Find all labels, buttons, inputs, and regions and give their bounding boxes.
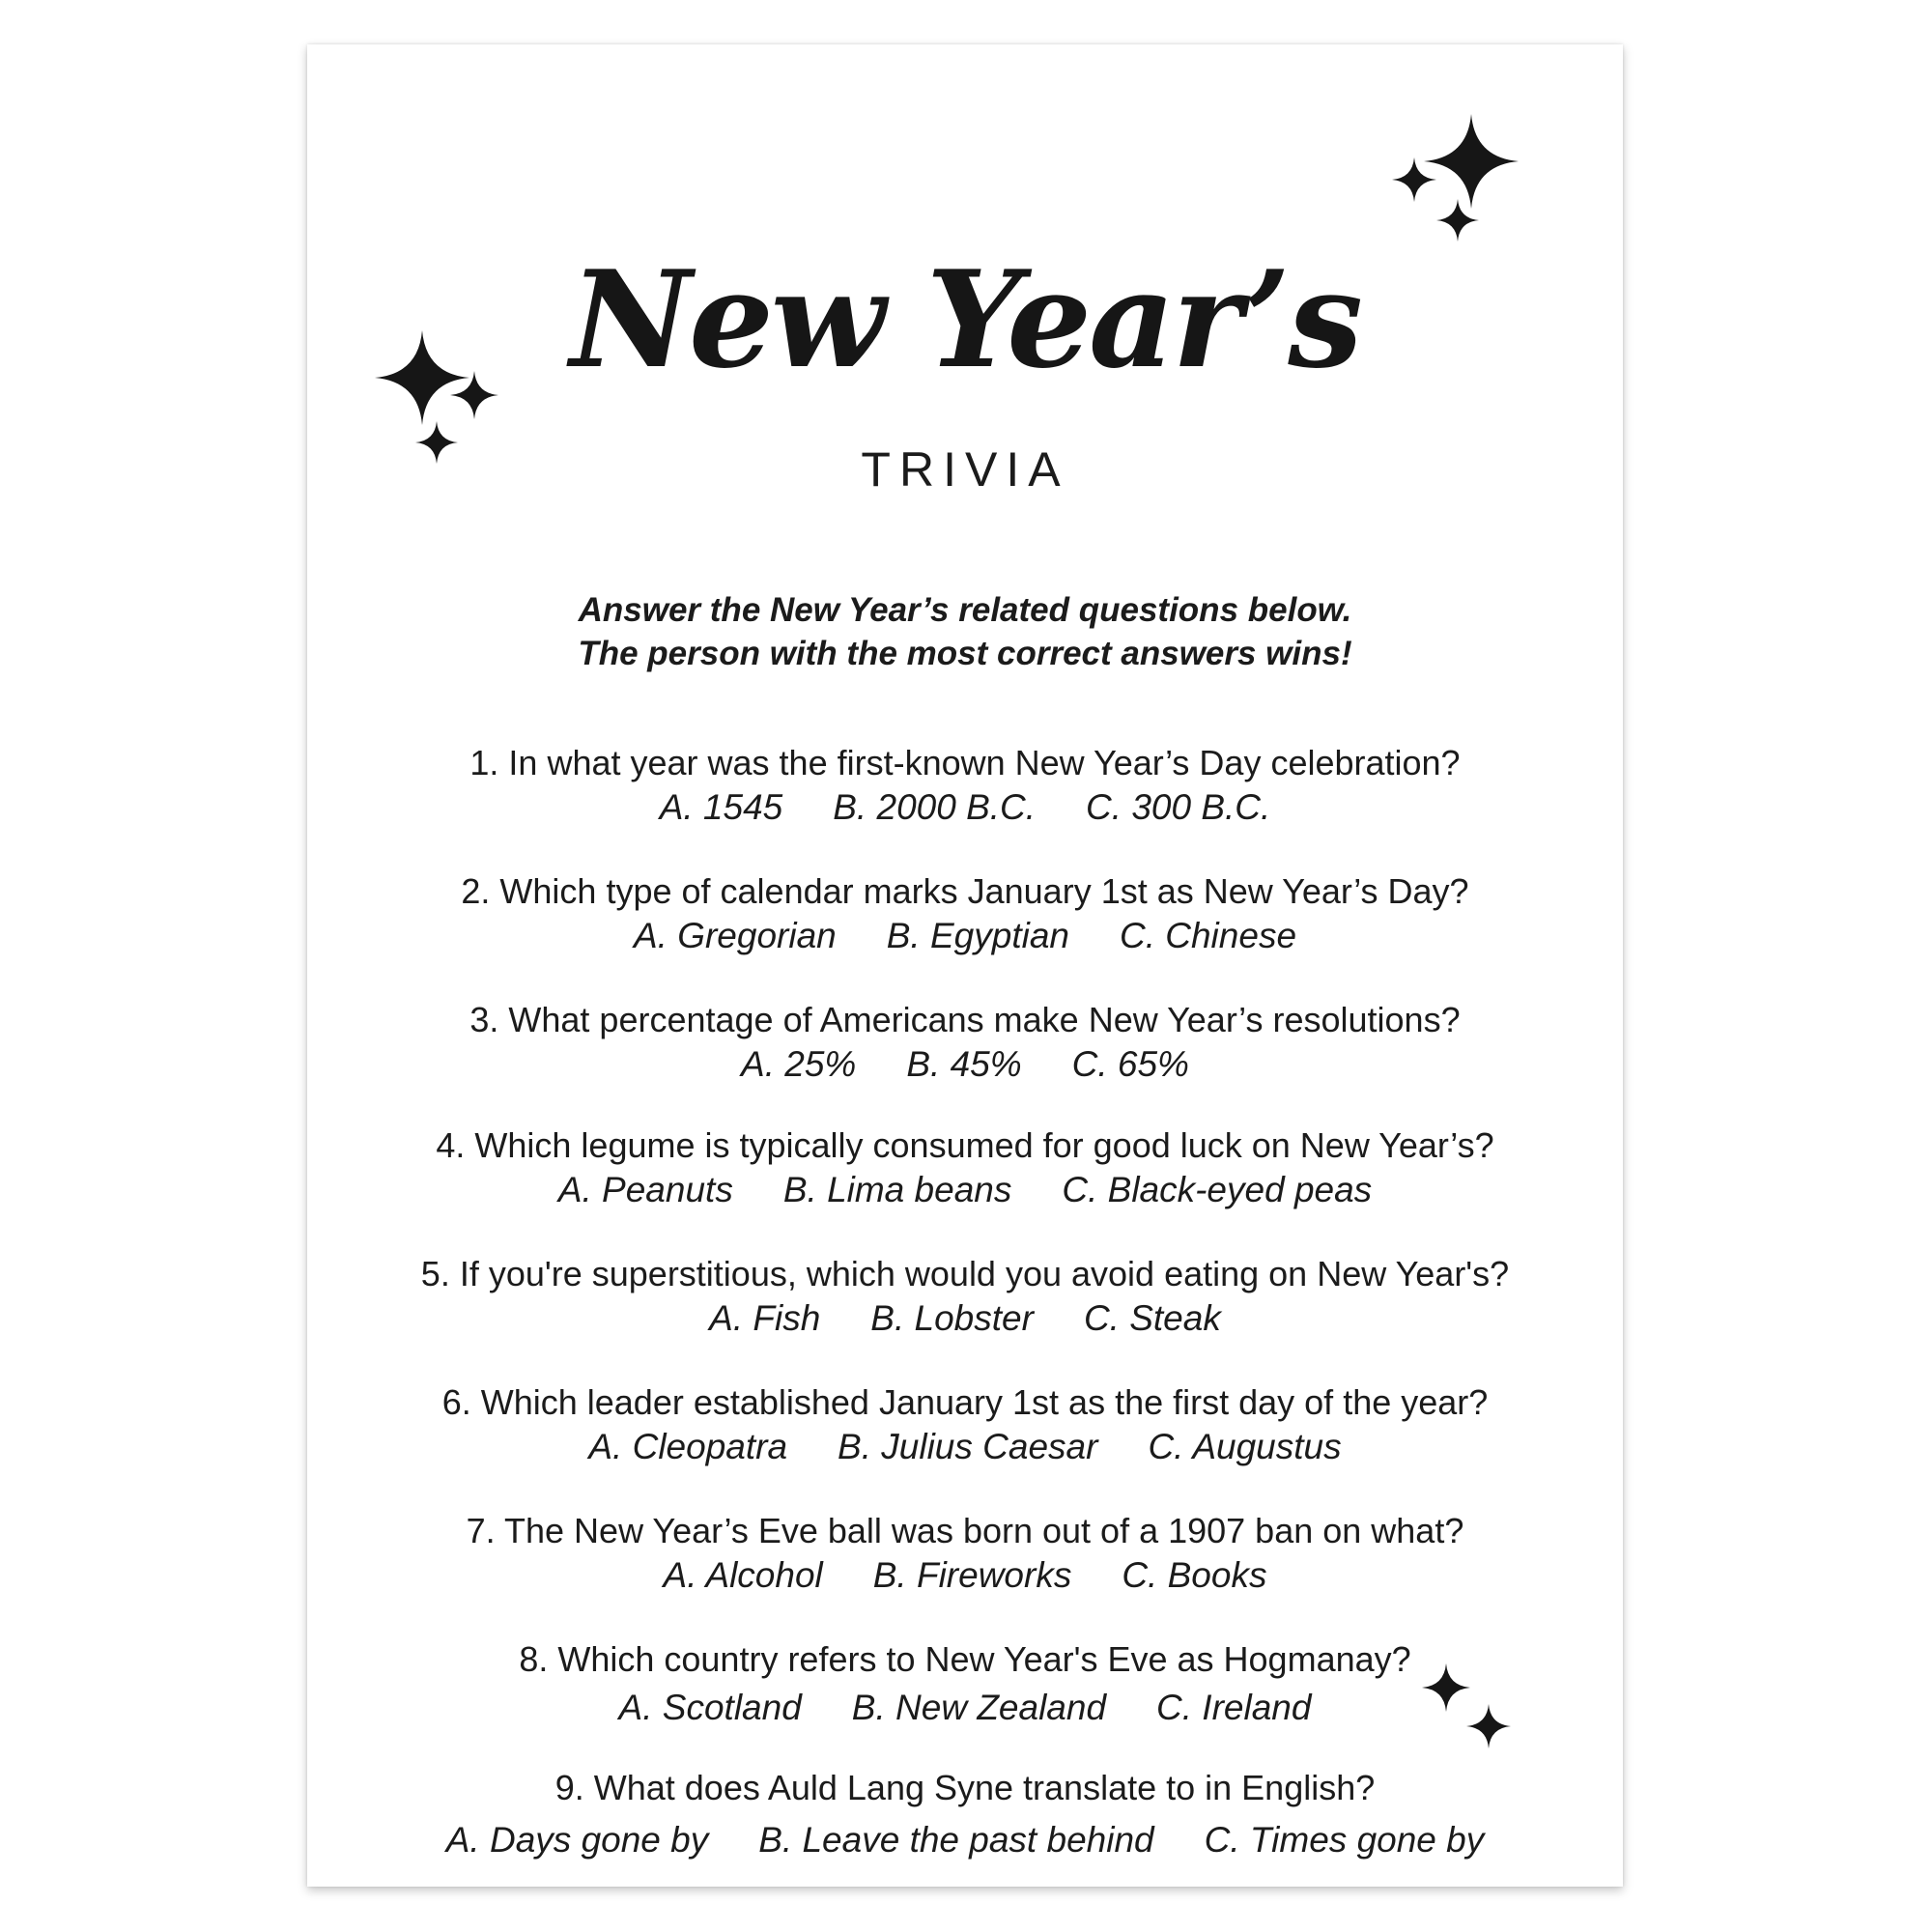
question-block xyxy=(307,1638,1623,1731)
question-block xyxy=(307,1510,1623,1599)
question-text: 9. What does Auld Lang Syne translate to in English? xyxy=(554,1768,1376,1807)
answer-options xyxy=(307,784,1623,831)
answer-option: B. Julius Caesar xyxy=(838,1427,1098,1466)
answer-options xyxy=(307,1552,1623,1599)
question-block xyxy=(307,999,1623,1088)
trivia-card xyxy=(307,44,1623,1887)
answer-option: C. 65% xyxy=(1071,1044,1189,1084)
answer-option: B. Leave the past behind xyxy=(758,1820,1154,1860)
answer-option: C. Black-eyed peas xyxy=(1062,1170,1373,1209)
instructions-line: Answer the New Year’s related questions below. xyxy=(578,591,1352,629)
answer-option: A. Gregorian xyxy=(633,916,837,955)
question-text: 3. What percentage of Americans make New Year’s resolutions? xyxy=(469,1000,1461,1039)
answer-option: B. Egyptian xyxy=(886,916,1069,955)
answer-options xyxy=(307,1041,1623,1088)
answer-options xyxy=(307,1685,1623,1731)
question-text: 2. Which type of calendar marks January 1st as New Year’s Day? xyxy=(461,871,1469,911)
answer-options xyxy=(307,1424,1623,1470)
answer-option: B. Fireworks xyxy=(872,1555,1072,1595)
page-subtitle: TRIVIA xyxy=(861,442,1069,497)
answer-option: C. Steak xyxy=(1083,1298,1221,1338)
answer-option: C. Chinese xyxy=(1119,916,1297,955)
sparkle-icon xyxy=(1392,157,1436,202)
question-text: 1. In what year was the first-known New Year’s Day celebration? xyxy=(469,743,1461,782)
answer-option: A. Days gone by xyxy=(445,1820,709,1860)
answer-options xyxy=(307,1817,1623,1863)
question-block xyxy=(307,1767,1623,1863)
instructions-line: The person with the most correct answers wins! xyxy=(578,635,1352,672)
answer-options xyxy=(307,1295,1623,1342)
instructions xyxy=(307,588,1623,675)
question-block xyxy=(307,742,1623,831)
answer-options xyxy=(307,1167,1623,1213)
answer-option: A. 1545 xyxy=(659,787,783,827)
answer-option: A. Fish xyxy=(709,1298,821,1338)
answer-option: C. 300 B.C. xyxy=(1086,787,1271,827)
answer-option: A. Alcohol xyxy=(663,1555,823,1595)
answer-option: C. Times gone by xyxy=(1204,1820,1485,1860)
answer-option: B. 2000 B.C. xyxy=(833,787,1037,827)
sparkle-icon xyxy=(1436,199,1479,242)
answer-option: B. New Zealand xyxy=(851,1688,1107,1727)
question-text: 7. The New Year’s Eve ball was born out of a 1907 ban on what? xyxy=(466,1511,1464,1550)
answer-option: C. Ireland xyxy=(1156,1688,1312,1727)
page-title: New Year’s xyxy=(569,241,1360,398)
answer-options xyxy=(307,913,1623,959)
question-block xyxy=(307,870,1623,959)
answer-option: C. Augustus xyxy=(1148,1427,1342,1466)
answer-option: A. Cleopatra xyxy=(588,1427,788,1466)
question-block xyxy=(307,1253,1623,1342)
answer-option: A. Peanuts xyxy=(557,1170,733,1209)
answer-option: C. Books xyxy=(1122,1555,1267,1595)
answer-option: B. Lobster xyxy=(870,1298,1034,1338)
answer-option: B. Lima beans xyxy=(782,1170,1012,1209)
answer-option: A. 25% xyxy=(741,1044,857,1084)
question-block xyxy=(307,1124,1623,1213)
answer-option: A. Scotland xyxy=(618,1688,802,1727)
question-block xyxy=(307,1381,1623,1470)
answer-option: B. 45% xyxy=(906,1044,1022,1084)
question-text: 6. Which leader established January 1st as the first day of the year? xyxy=(441,1382,1489,1422)
question-text: 8. Which country refers to New Year's Eve as Hogmanay? xyxy=(519,1639,1411,1679)
sparkle-icon xyxy=(1424,114,1519,209)
question-text: 4. Which legume is typically consumed for good luck on New Year’s? xyxy=(436,1125,1494,1165)
question-text: 5. If you're superstitious, which would you avoid eating on New Year's? xyxy=(420,1254,1510,1293)
